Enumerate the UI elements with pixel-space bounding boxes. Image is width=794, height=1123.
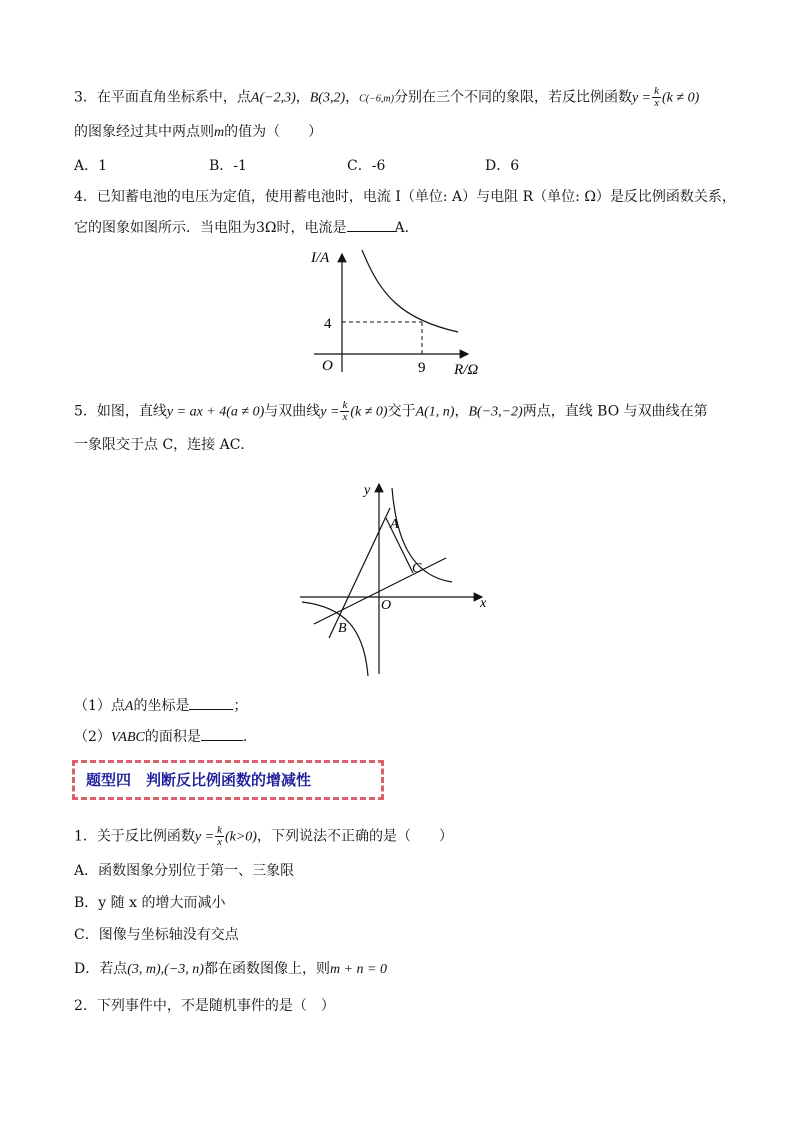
q3-func-cond: (k ≠ 0): [662, 90, 700, 106]
q4-ytick: 4: [324, 316, 332, 332]
q5-graph: [296, 478, 496, 678]
q4-answer-blank[interactable]: [347, 217, 395, 232]
q5-sub2-blank[interactable]: [201, 726, 243, 741]
q5-hyperbola-q1: [392, 488, 452, 582]
p1-fraction: $\frac{k}{x}$: [217, 824, 222, 848]
q4-xtick: 9: [418, 360, 426, 376]
q3-point-c: C(−6,m): [359, 93, 394, 105]
q5-sub1-blank[interactable]: [189, 695, 233, 710]
q3-point-b: B(3,2): [309, 90, 346, 106]
section-heading: 题型四 判断反比例函数的增减性: [86, 771, 312, 789]
p1-option-b[interactable]: B．y 随 x 的增大而减小: [74, 895, 226, 911]
q5-label-b: B: [338, 621, 347, 636]
q5-line-bc: [314, 558, 446, 624]
q5-label-y: y: [364, 483, 371, 498]
q3-fraction: $\frac{k}{x}$: [654, 85, 660, 109]
q4-curve: [362, 250, 458, 332]
q3-stem-line1: 3．在平面直角坐标系中，点A(−2,3)，B(3,2)，C(−6,m)分别在三个不同的象限，若反比例函数y = $\frac{k}{x}$ (k ≠ 0): [74, 85, 700, 109]
q5-label-x: x: [480, 596, 487, 611]
q5-point-b: B(−3,−2): [468, 404, 523, 420]
q3-var-m: m: [214, 125, 225, 140]
q3-option-a[interactable]: A．1: [74, 158, 108, 174]
q5-triangle: VABC: [110, 730, 145, 745]
q3-text: 3．在平面直角坐标系中，点: [74, 89, 251, 106]
q5-point-a: A(1, n): [415, 404, 455, 420]
q5-line-ab: [329, 508, 390, 638]
p1-option-d[interactable]: D．若点(3, m),(−3, n)都在函数图像上，则m + n = 0: [74, 961, 387, 977]
q4-resistance: 3Ω: [256, 220, 277, 236]
p2-stem: 2．下列事件中，不是随机事件的是（ ）: [74, 998, 335, 1014]
q4-ylabel: I/A: [311, 250, 330, 266]
q4-stem-line2: 它的图象如图所示．当电阻为3Ω时，电流是 A．: [74, 217, 419, 238]
q5-sub1: （1）点A的坐标是 ；: [74, 695, 247, 717]
q5-stem-line1: 5．如图，直线y = ax + 4(a ≠ 0)与双曲线y = $\frac{k}{x}$ (k ≠ 0)交于A(1, n)，B(−3,−2)两点，直线 BO 与双曲线在第: [74, 399, 708, 423]
q3-point-a: A(−2,3): [250, 90, 296, 106]
q4-origin: O: [322, 358, 333, 374]
q5-label-c: C: [412, 561, 422, 576]
q3-stem-line2: 的图象经过其中两点则m的值为（ ）: [74, 124, 323, 140]
q4-xlabel: R/Ω: [454, 362, 479, 378]
q3-text2: 分别在三个不同的象限，若反比例函数: [393, 89, 632, 106]
p1-option-a[interactable]: A．函数图象分别位于第一、三象限: [74, 863, 295, 879]
q5-sub2: （2）VABC的面积是 ．: [74, 726, 257, 748]
q5-label-o: O: [381, 598, 392, 613]
q3-func-y: y =: [631, 90, 652, 106]
q3-option-d[interactable]: D．6: [485, 158, 520, 174]
q3-option-c[interactable]: C．-6: [347, 158, 386, 174]
q5-fraction: $\frac{k}{x}$: [342, 399, 348, 423]
p1-stem: 1．关于反比例函数y = $\frac{k}{x}$ (k>0)，下列说法不正确的是（ ）: [74, 824, 453, 848]
q5-label-a: A: [390, 517, 399, 532]
p1-option-c[interactable]: C．图像与坐标轴没有交点: [74, 927, 239, 943]
q4-graph: [300, 244, 500, 379]
q5-stem-line2: 一象限交于点 C，连接 AC．: [74, 437, 255, 453]
q5-line-equation: y = ax + 4(a ≠ 0): [166, 404, 265, 420]
q4-stem-line1: 4．已知蓄电池的电压为定值，使用蓄电池时，电流 I（单位: A）与电阻 R（单位: Ω）是反比例函数关系，: [74, 189, 736, 205]
q3-option-b[interactable]: B．-1: [209, 158, 247, 174]
